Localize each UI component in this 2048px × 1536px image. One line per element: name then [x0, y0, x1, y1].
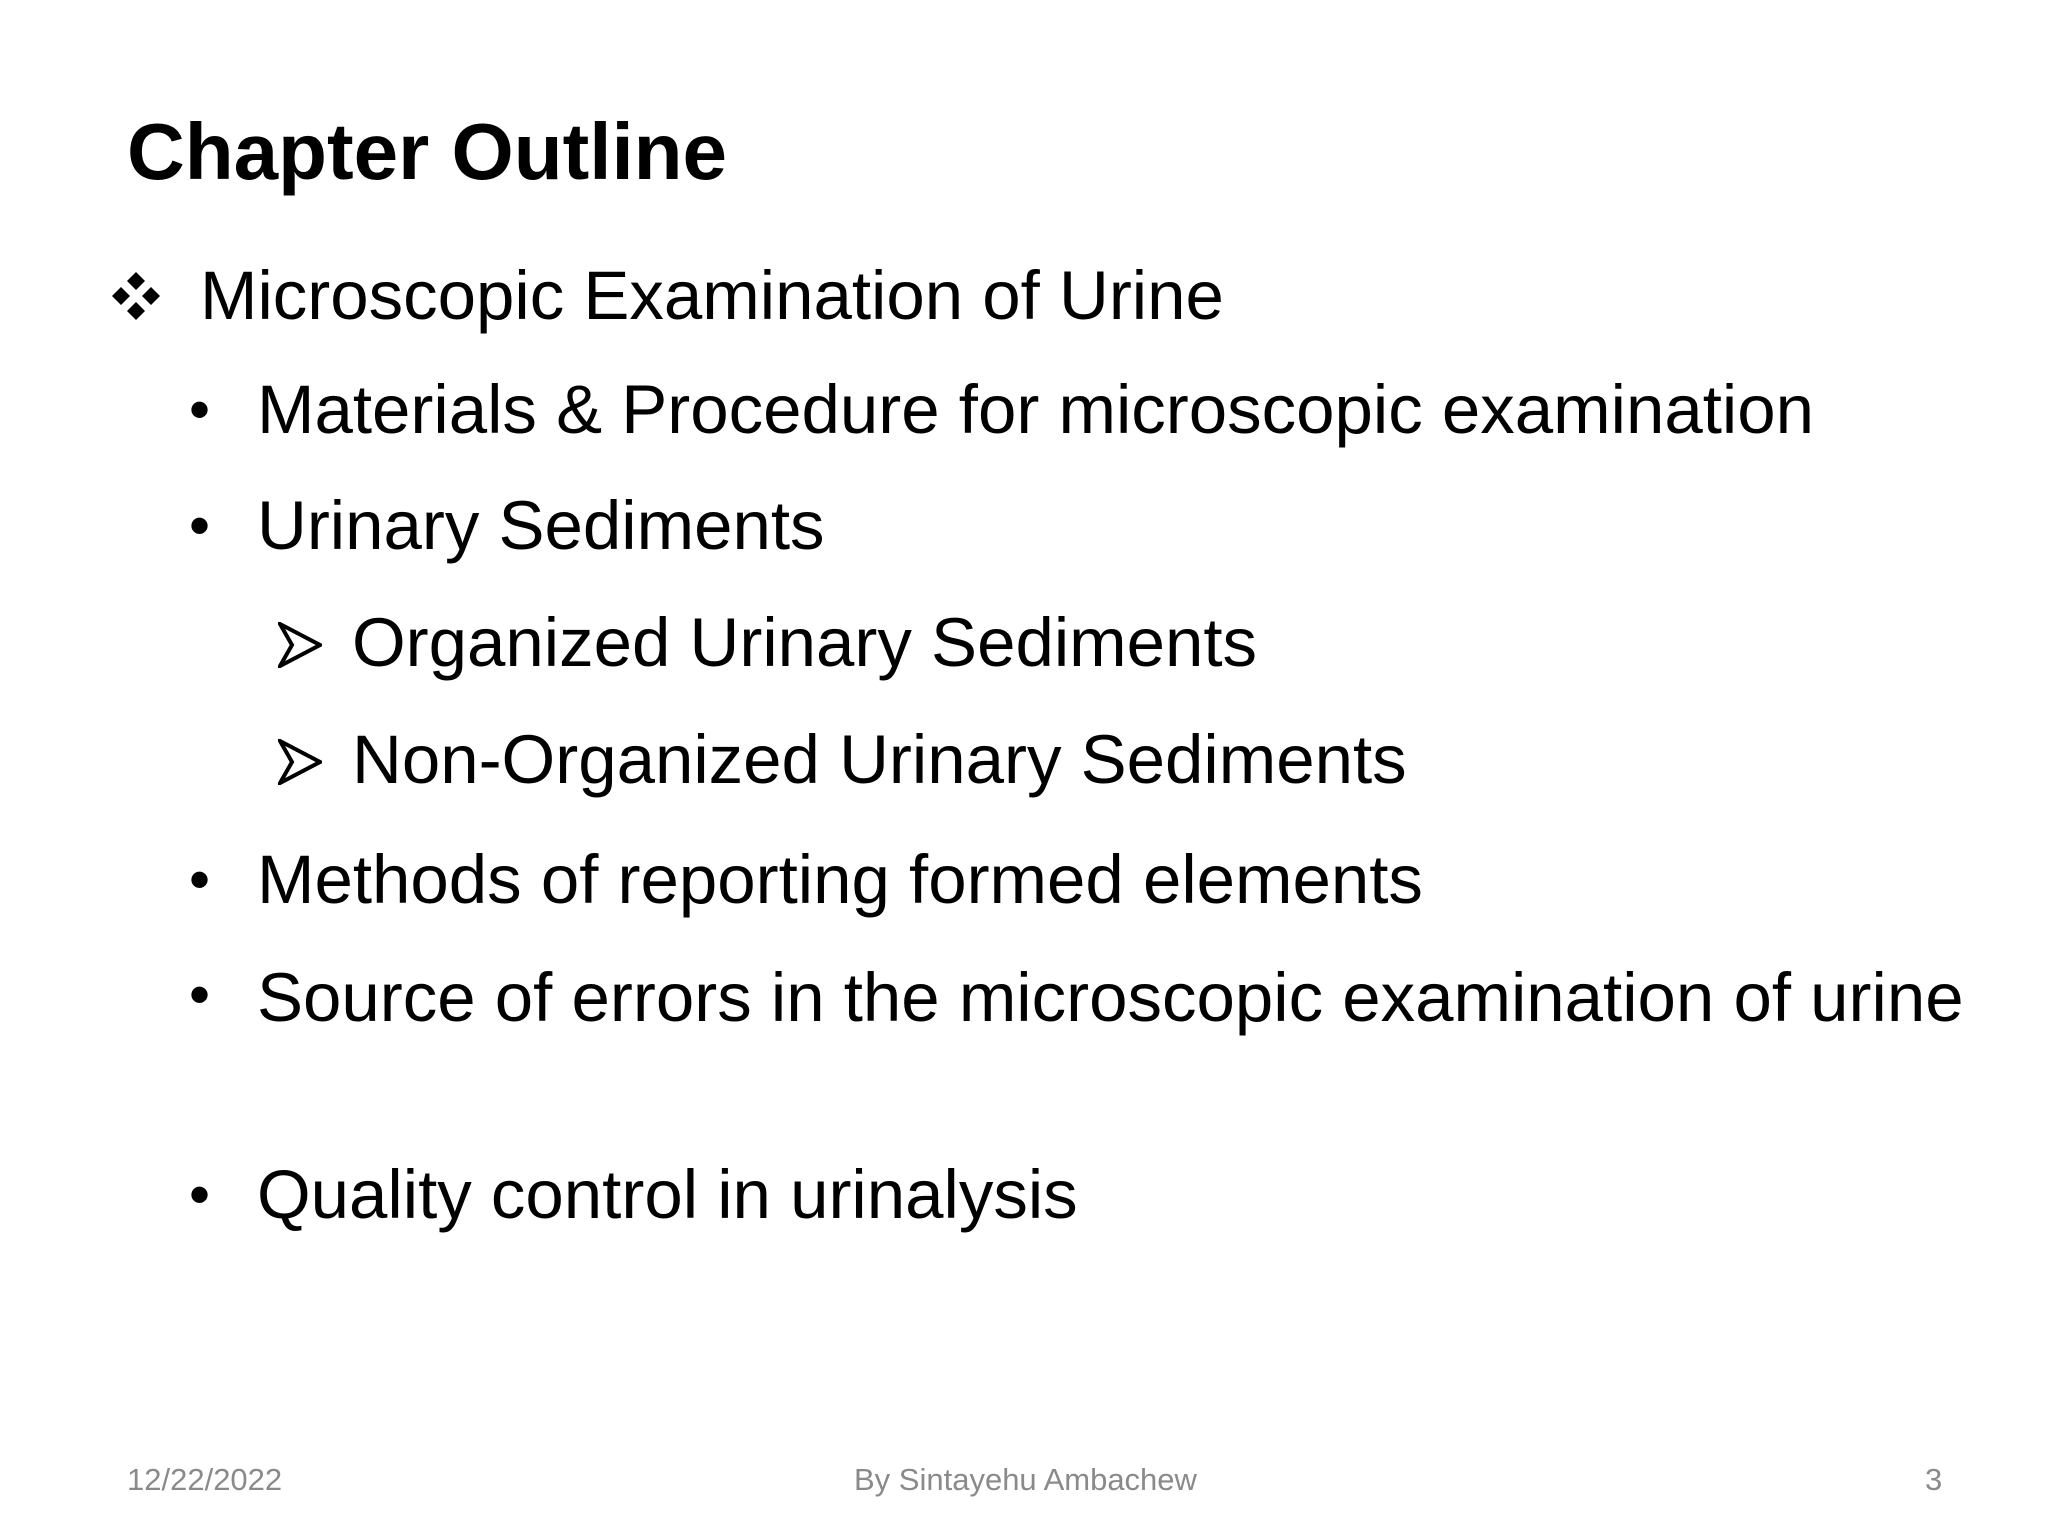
bullet-glyph: • [189, 492, 211, 559]
bullet-glyph: • [189, 376, 211, 443]
slide-title: Chapter Outline [127, 107, 728, 196]
bullet-materials-procedure: Materials & Procedure for microscopic examination [257, 371, 1814, 448]
main-point-text: Microscopic Examination of Urine [200, 257, 1224, 334]
arrow-bullet-icon [278, 622, 322, 668]
four-diamond-bullet-icon [110, 270, 162, 322]
bullet-source-errors: Source of errors in the microscopic examination of urine [257, 959, 1964, 1036]
sub-bullet-non-organized-sediments: Non-Organized Urinary Sediments [352, 721, 1407, 798]
footer-author: By Sintayehu Ambachew [854, 1462, 1197, 1497]
footer-page-number: 3 [1925, 1462, 1943, 1497]
bullet-quality-control: Quality control in urinalysis [257, 1156, 1078, 1233]
bullet-glyph: • [189, 846, 211, 913]
arrow-bullet-icon [278, 739, 322, 785]
bullet-urinary-sediments: Urinary Sediments [257, 487, 825, 564]
sub-bullet-organized-sediments: Organized Urinary Sediments [352, 604, 1258, 681]
bullet-methods-reporting: Methods of reporting formed elements [257, 841, 1423, 918]
bullet-glyph: • [189, 961, 211, 1028]
footer-date: 12/22/2022 [127, 1462, 283, 1497]
bullet-glyph: • [189, 1161, 211, 1228]
